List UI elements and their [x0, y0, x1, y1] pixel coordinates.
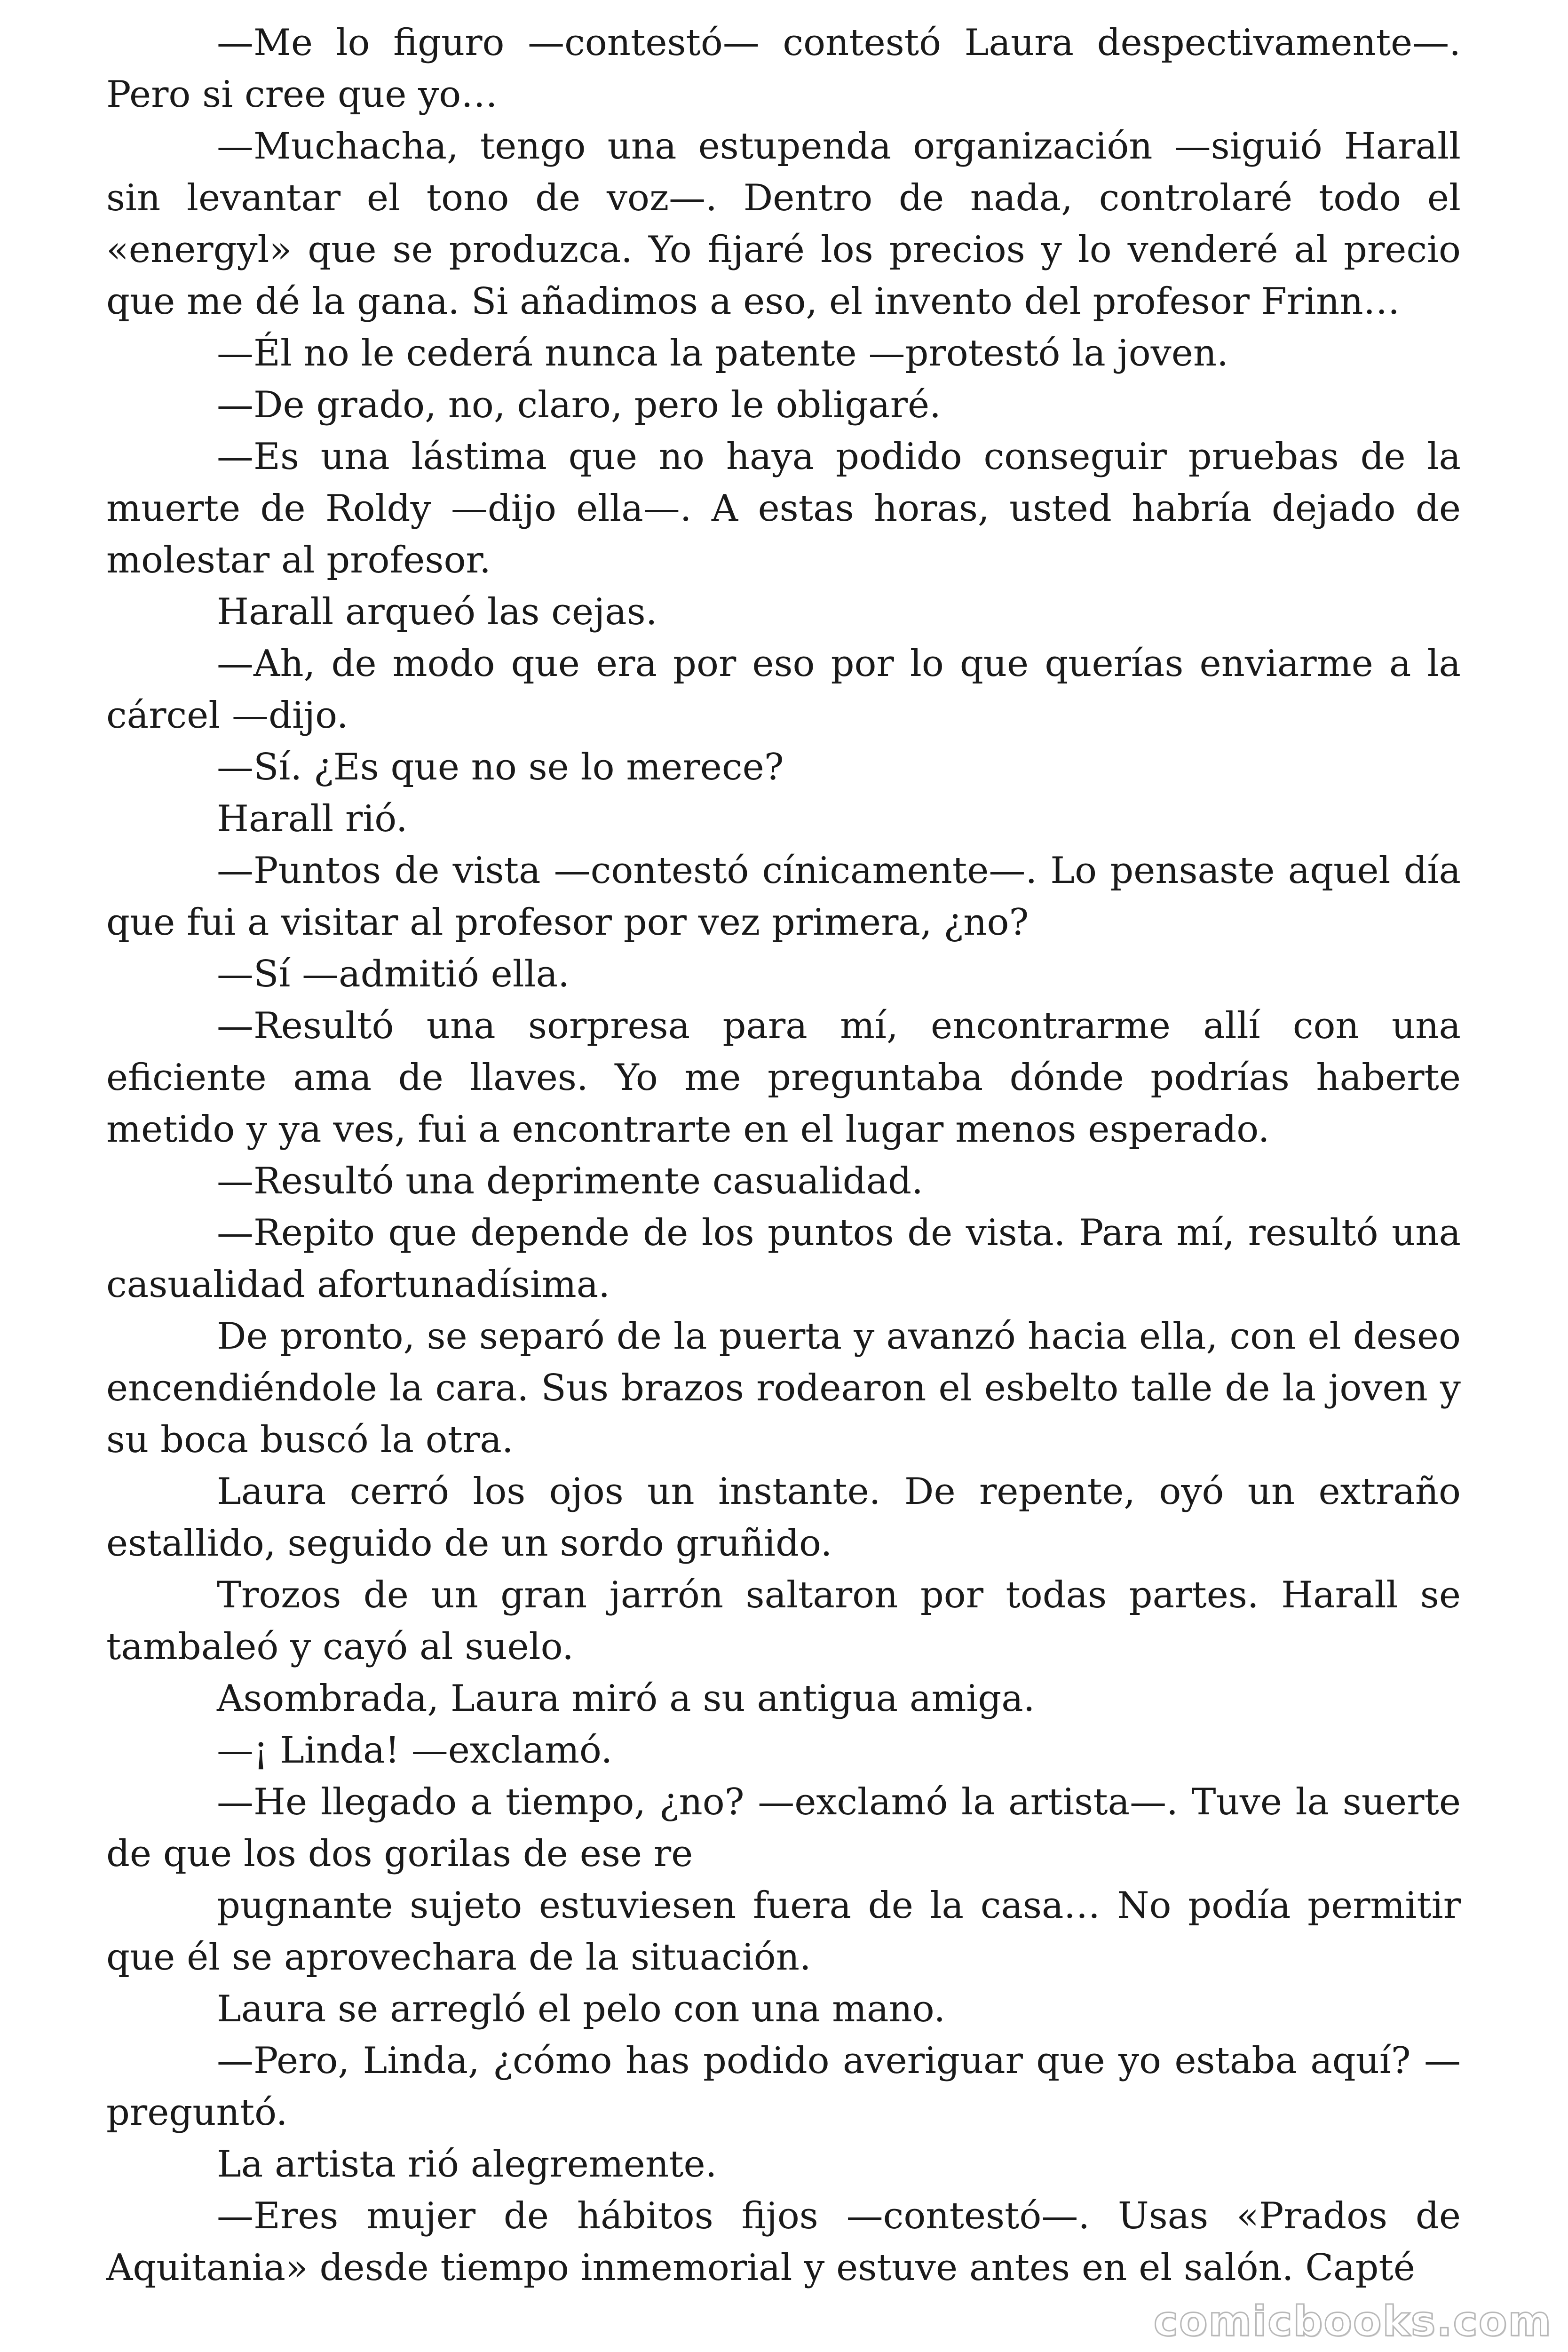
paragraph: pugnante sujeto estuviesen fuera de la casa… No podía permitir que él se aprovechara de la situación. [106, 1884, 1461, 1979]
paragraph: —Eres mujer de hábitos fijos —contestó—. Usas «Prados de Aquitania» desde tiempo inmemorial y estuve antes en el salón. Capté [106, 2195, 1461, 2289]
paragraph: —Puntos de vista —contestó cínicamente—. Lo pensaste aquel día que fui a visitar al profesor por vez primera, ¿no? [106, 850, 1461, 944]
paragraph: Asombrada, Laura miró a su antigua amiga. [217, 1677, 1035, 1720]
paragraph: Trozos de un gran jarrón saltaron por todas partes. Harall se tambaleó y cayó al suelo. [106, 1574, 1461, 1668]
paragraph: —Repito que depende de los puntos de vista. Para mí, resultó una casualidad afortunadísima. [106, 1212, 1461, 1306]
paragraph: Harall arqueó las cejas. [217, 591, 657, 633]
paragraph: —¡ Linda! —exclamó. [217, 1729, 613, 1772]
paragraph: Laura se arregló el pelo con una mano. [217, 1988, 946, 2030]
paragraph: —He llegado a tiempo, ¿no? —exclamó la artista—. Tuve la suerte de que los dos gorilas de ese re [106, 1781, 1461, 1875]
paragraph: —Él no le cederá nunca la patente —protestó la joven. [217, 332, 1228, 374]
paragraph: —Ah, de modo que era por eso por lo que querías enviarme a la cárcel —dijo. [106, 643, 1461, 737]
site-watermark: comicbooks.com [1153, 2297, 1552, 2345]
paragraph: —Sí —admitió ella. [217, 953, 570, 995]
paragraph: —Me lo figuro —contestó— contestó Laura despectivamente—. Pero si cree que yo… [106, 22, 1461, 116]
paragraph: —Sí. ¿Es que no se lo merece? [217, 746, 784, 788]
paragraph: —Resultó una deprimente casualidad. [217, 1160, 923, 1202]
book-page [106, 17, 1461, 2294]
paragraph: De pronto, se separó de la puerta y avanzó hacia ella, con el deseo encendiéndole la cara. Sus brazos rodearon el esbelto talle de la joven y su boca buscó la otra. [106, 1315, 1461, 1461]
paragraph: —De grado, no, claro, pero le obligaré. [217, 384, 941, 426]
paragraph: —Resultó una sorpresa para mí, encontrarme allí con una eficiente ama de llaves. Yo me preguntaba dónde podrías haberte metido y ya ves, fui a encontrarte en el lugar menos esperado. [106, 1005, 1461, 1151]
paragraph: —Muchacha, tengo una estupenda organización —siguió Harall sin levantar el tono de voz—. Dentro de nada, controlaré todo el «energyl» que se produzca. Yo fijaré los precios y lo venderé al precio que me dé la gana. Si añadimos a eso, el invento del profesor Frinn… [106, 125, 1461, 323]
paragraph: —Pero, Linda, ¿cómo has podido averiguar que yo estaba aquí? —preguntó. [106, 2040, 1461, 2134]
paragraph: Laura cerró los ojos un instante. De repente, oyó un extraño estallido, seguido de un sordo gruñido. [106, 1470, 1461, 1565]
paragraph: La artista rió alegremente. [217, 2143, 717, 2185]
paragraph: —Es una lástima que no haya podido conseguir pruebas de la muerte de Roldy —dijo ella—. A estas horas, usted habría dejado de molestar al profesor. [106, 436, 1461, 581]
paragraph: Harall rió. [217, 798, 408, 840]
